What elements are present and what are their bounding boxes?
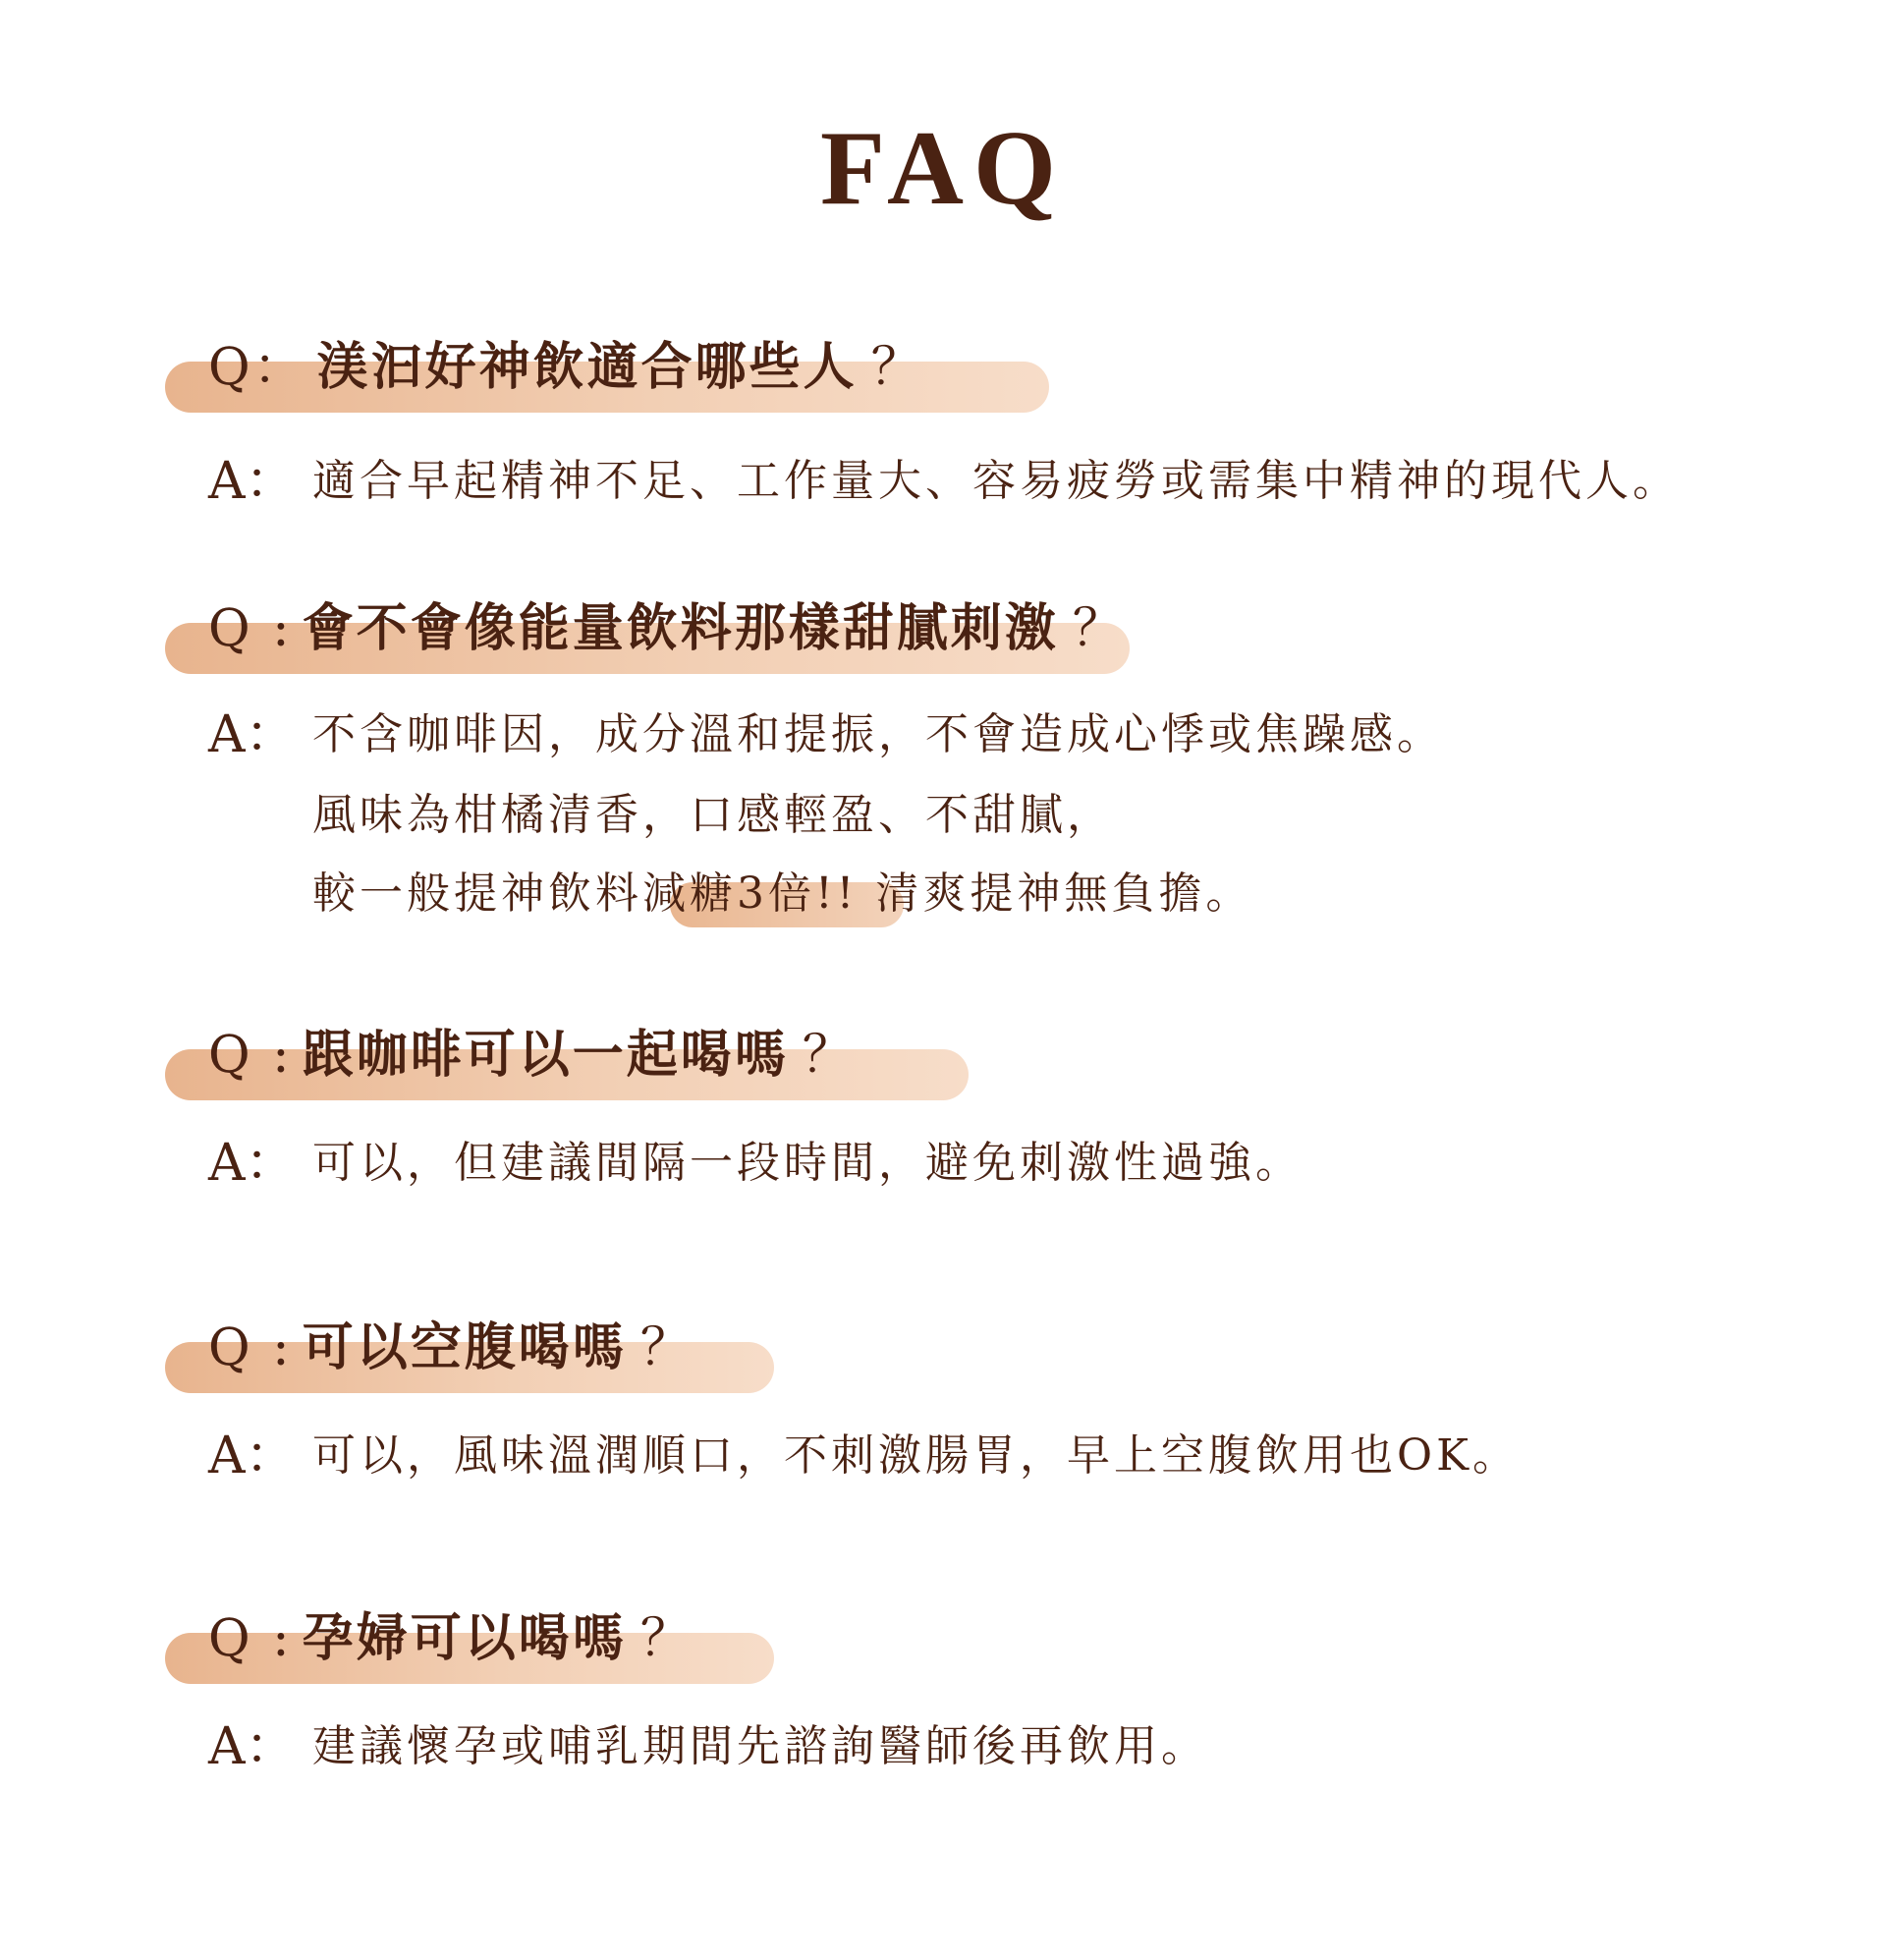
answer-text: 建議懷孕或哺乳期間先諮詢醫師後再飲用。 xyxy=(312,1721,1208,1771)
answer-prefix: A： xyxy=(208,1717,297,1776)
answer-text-line: 風味為柑橘清香，口感輕盈、不甜膩， xyxy=(312,790,1114,840)
answer-prefix: A： xyxy=(208,1134,297,1193)
answer-text: 適合早起精神不足、工作量大、容易疲勞或需集中精神的現代人。 xyxy=(312,456,1680,506)
faq-question xyxy=(208,1025,857,1085)
question-prefix: Q : xyxy=(208,1609,293,1668)
page-title: FAQ xyxy=(820,110,1066,227)
question-mark: ？ xyxy=(870,338,925,397)
question-mark: ？ xyxy=(639,1609,694,1668)
faq-question xyxy=(208,598,1127,658)
question-text: 渼汩好神飲適合哪些人 xyxy=(316,337,858,397)
answer-text: 不含咖啡因，成分溫和提振，不會造成心悸或焦躁感。 xyxy=(312,709,1444,759)
faq-question xyxy=(208,1608,694,1668)
question-prefix: Q : xyxy=(208,599,293,658)
answer-text: 可以，風味溫潤順口，不刺激腸胃，早上空腹飲用也OK。 xyxy=(312,1430,1520,1481)
answer-text-line: 較一般提神飲料減糖3倍!! 清爽提神無負擔。 xyxy=(312,868,1253,919)
faq-answer xyxy=(208,1427,1520,1485)
question-text: 跟咖啡可以一起喝嗎 xyxy=(302,1025,789,1085)
question-text: 可以空腹喝嗎 xyxy=(302,1317,627,1377)
faq-answer xyxy=(208,1134,1303,1193)
faq-answer xyxy=(208,705,1444,764)
answer-text: 可以，但建議間隔一段時間，避免刺激性過強。 xyxy=(312,1138,1303,1188)
question-text: 孕婦可以喝嗎 xyxy=(302,1608,627,1668)
question-mark: ？ xyxy=(802,1026,857,1085)
answer-prefix: A： xyxy=(208,705,297,764)
answer-prefix: A： xyxy=(208,452,297,511)
question-mark: ？ xyxy=(1072,599,1127,658)
faq-question xyxy=(208,337,925,397)
question-mark: ？ xyxy=(639,1318,694,1377)
faq-answer xyxy=(208,1717,1208,1776)
question-prefix: Q : xyxy=(208,1026,293,1085)
answer-prefix: A： xyxy=(208,1427,297,1485)
question-prefix: Q： xyxy=(208,338,307,397)
faq-answer xyxy=(208,452,1680,511)
question-text: 會不會像能量飲料那樣甜膩刺激 xyxy=(302,598,1059,658)
faq-question xyxy=(208,1317,694,1377)
question-prefix: Q : xyxy=(208,1318,293,1377)
